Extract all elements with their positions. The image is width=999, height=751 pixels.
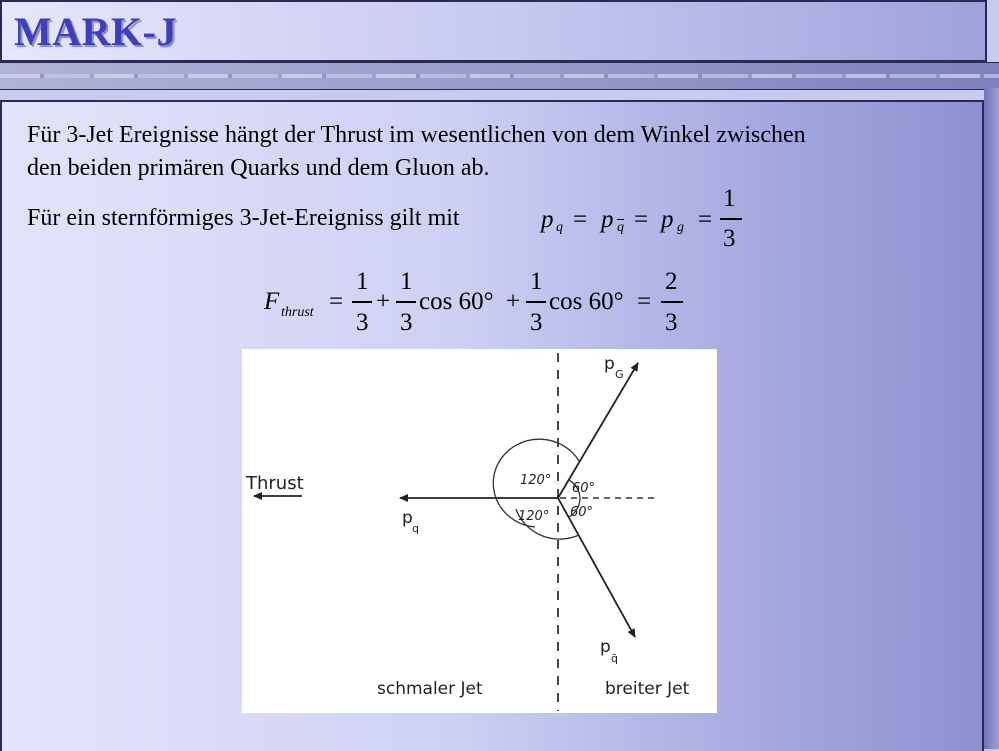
eq1-equals-1: =	[573, 206, 588, 233]
eq1-fraction-bar	[720, 218, 742, 220]
thrust-label: Thrust	[246, 473, 304, 494]
eq1-p-qbar: p	[601, 206, 614, 233]
eq2-frac3-num: 1	[530, 268, 543, 295]
eq2-result-den: 3	[665, 309, 678, 336]
decorative-band	[0, 62, 999, 90]
eq1-sub-g: g	[677, 220, 684, 235]
paragraph-line-1: Für 3-Jet Ereignisse hängt der Thrust im wesentlichen von dem Winkel zwischen	[27, 122, 806, 148]
pq-subscript: q	[412, 522, 419, 535]
eq2-F: F	[264, 288, 280, 315]
eq2-frac1-bar	[352, 301, 372, 303]
band-stripe	[0, 74, 999, 78]
eq2-cos-2: cos 60°	[549, 288, 624, 315]
eq1-equals-3: =	[698, 206, 713, 233]
three-jet-diagram-svg	[242, 349, 717, 713]
eq1-denominator: 3	[723, 225, 736, 252]
eq2-frac2-bar	[396, 301, 416, 303]
angle-label-upper-left: 120°	[520, 473, 552, 488]
eq1-p-g: p	[661, 206, 674, 233]
eq2-cos-1: cos 60°	[419, 288, 494, 315]
eq2-frac2-den: 3	[400, 309, 413, 336]
pqbar-subscript: q̄	[611, 652, 618, 665]
eq1-sub-qbar: $\overline{q}$	[617, 220, 624, 235]
eq2-frac3-den: 3	[530, 309, 543, 336]
eq2-result-num: 2	[665, 268, 678, 295]
pq-label: p	[402, 508, 413, 528]
eq2-plus-2: +	[506, 288, 521, 315]
eq2-result-bar	[661, 301, 683, 303]
eq2-frac2-num: 1	[400, 268, 413, 295]
eq2-equals-1: =	[329, 288, 344, 315]
slide-header	[0, 0, 987, 62]
pG-label: p	[604, 354, 615, 374]
pqbar-label: p	[600, 637, 611, 657]
narrow-jet-label: schmaler Jet	[377, 679, 483, 699]
eq2-sub-thrust: thrust	[281, 305, 314, 320]
three-jet-diagram	[242, 349, 717, 713]
eq2-equals-2: =	[637, 288, 652, 315]
right-edge-bar	[984, 88, 999, 749]
eq2-frac1-num: 1	[356, 268, 369, 295]
eq1-numerator: 1	[723, 185, 736, 212]
eq2-frac1-den: 3	[356, 309, 369, 336]
broad-jet-label: breiter Jet	[605, 679, 690, 699]
paragraph-star-event: Für ein sternförmiges 3-Jet-Ereigniss gilt mit	[27, 205, 460, 231]
angle-label-upper-right: 60°	[572, 481, 596, 496]
slide-title: MARK-J	[14, 9, 177, 54]
pG-subscript: G	[615, 368, 624, 381]
angle-label-lower-right: 60°	[570, 505, 594, 520]
pG-arrow	[558, 363, 638, 498]
eq1-equals-2: =	[634, 206, 649, 233]
paragraph-line-2: den beiden primären Quarks und dem Gluon ab.	[27, 155, 490, 181]
eq1-p-q: p	[541, 206, 554, 233]
eq2-plus-1: +	[376, 288, 391, 315]
eq1-sub-q: q	[556, 220, 563, 235]
angle-label-lower-left: 120°	[518, 509, 550, 524]
eq2-frac3-bar	[526, 301, 546, 303]
